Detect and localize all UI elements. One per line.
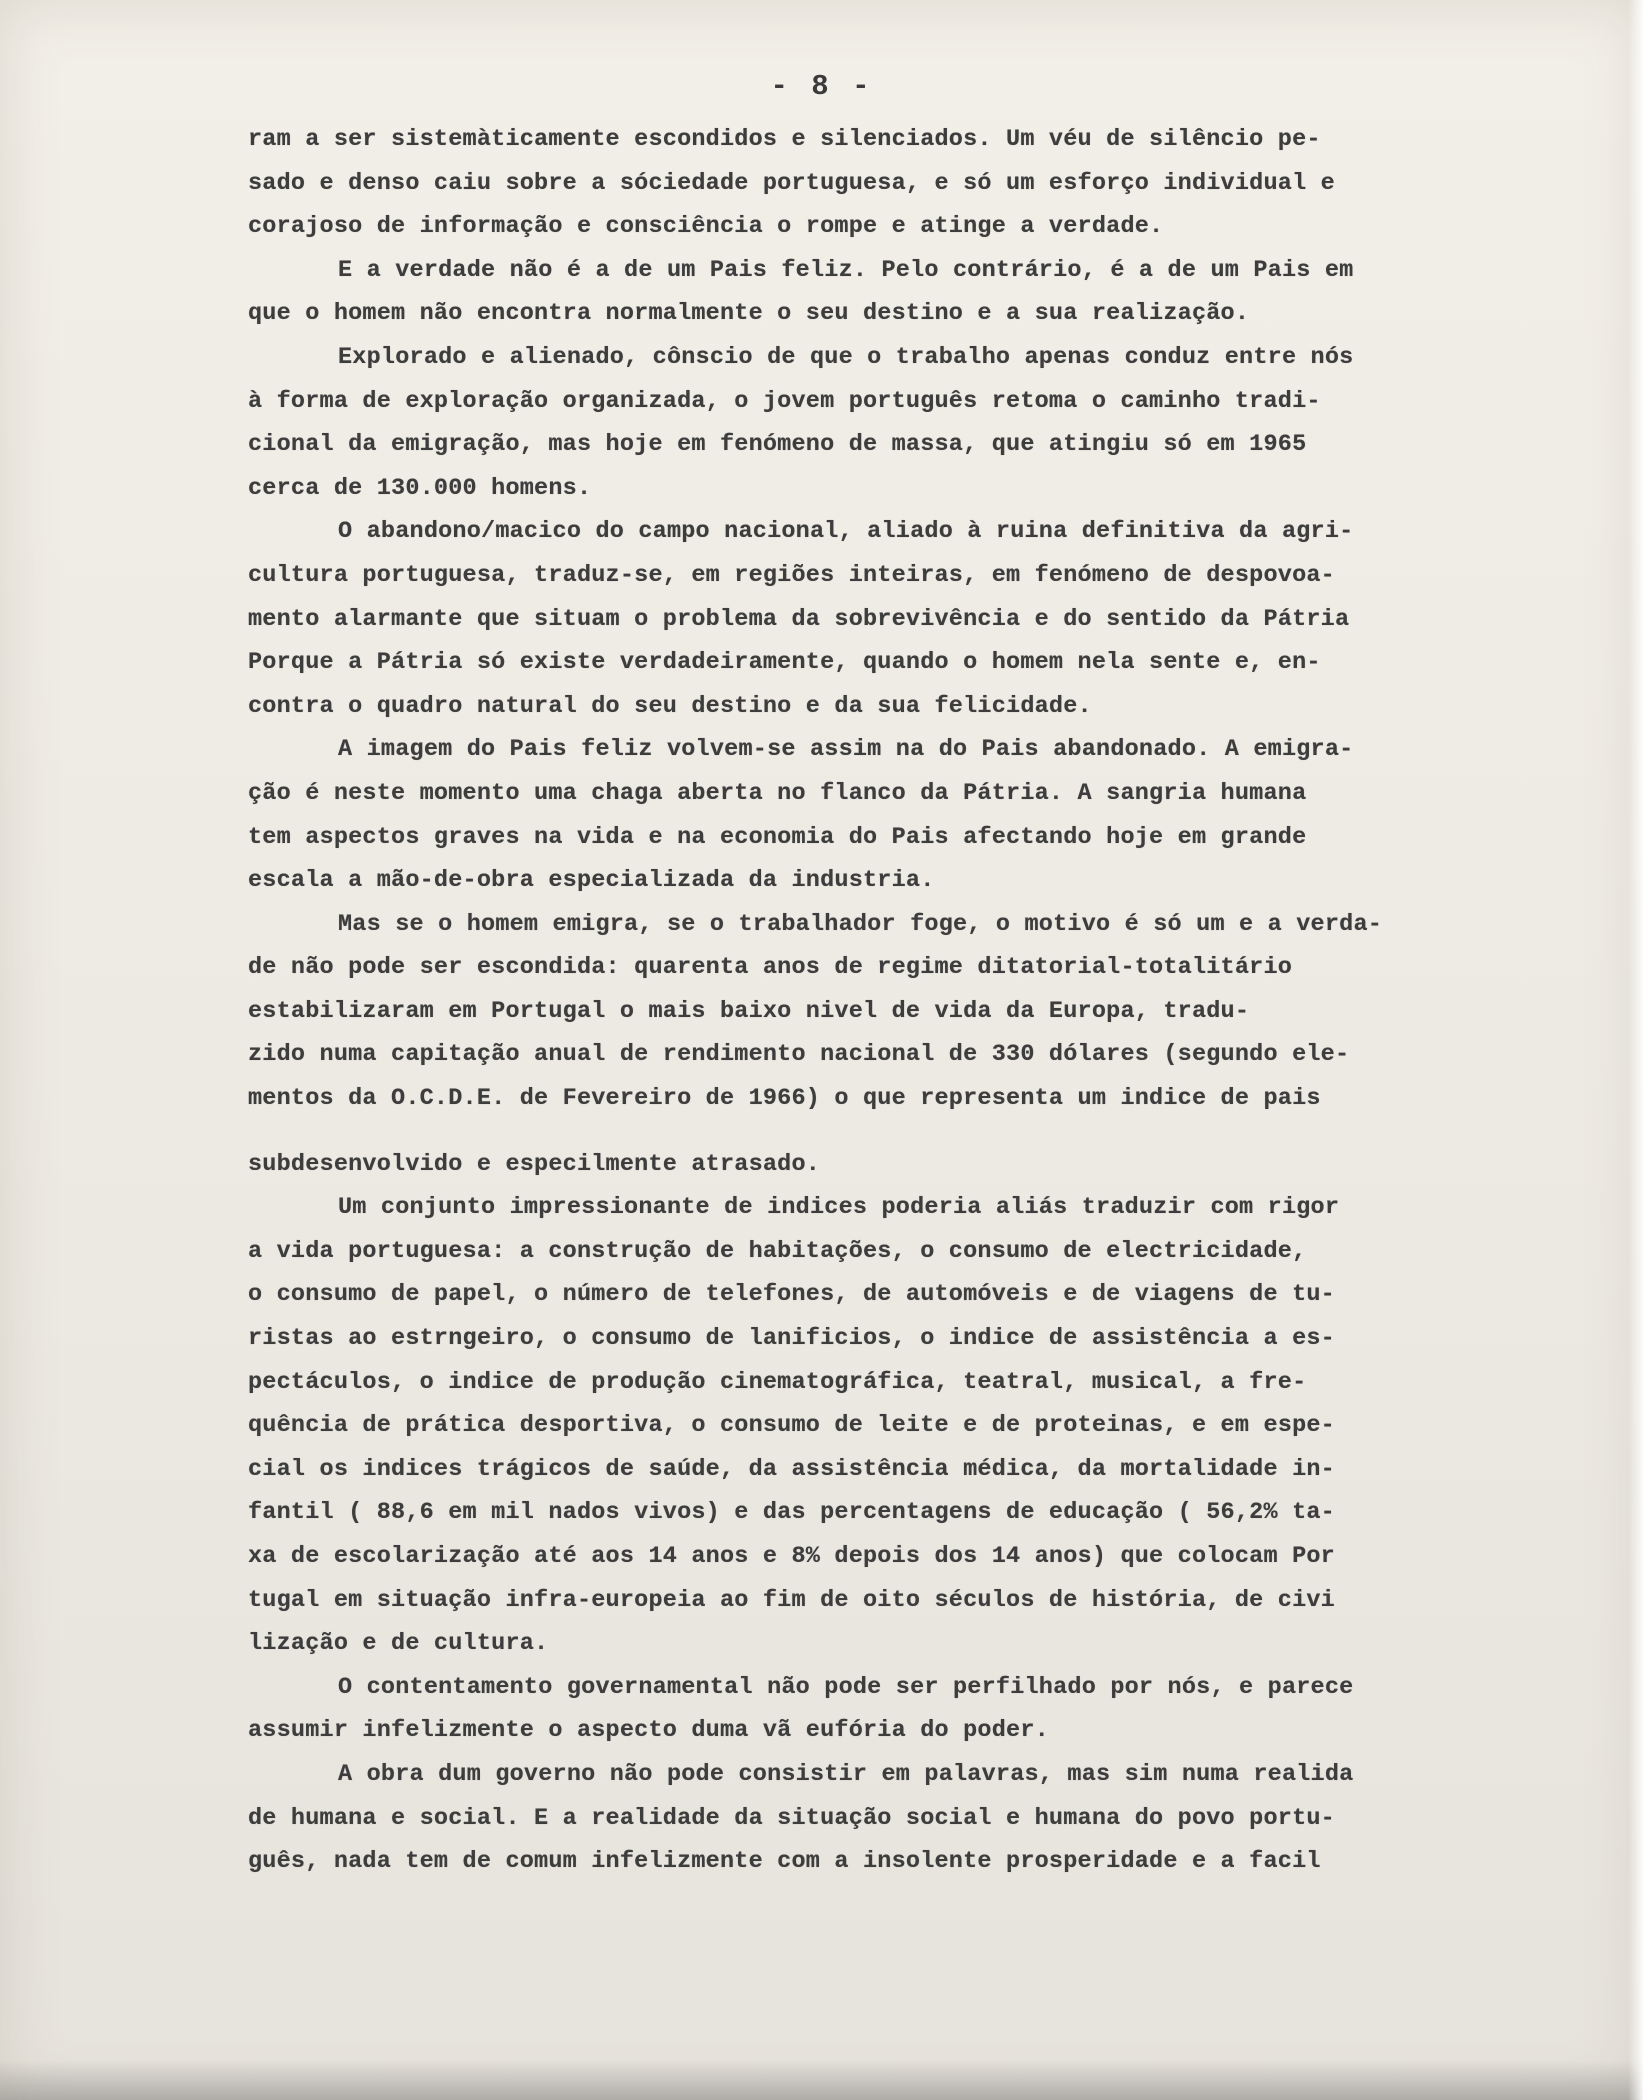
text-line: quência de prática desportiva, o consumo de leite e de proteinas, e em espe- <box>248 1412 1335 1440</box>
body-text <box>248 118 1623 1884</box>
text-line: contra o quadro natural do seu destino e da sua felicidade. <box>248 692 1092 720</box>
text-line: xa de escolarização até aos 14 anos e 8% depois dos 14 anos) que colocam Por <box>248 1543 1335 1570</box>
text-line: escala a mão-de-obra especializada da industria. <box>248 867 935 895</box>
text-line: fantil ( 88,6 em mil nados vivos) e das percentagens de educação ( 56,2% ta- <box>248 1499 1335 1527</box>
text-line: que o homem não encontra normalmente o seu destino e a sua realização. <box>248 300 1250 328</box>
text-line: A imagem do Pais feliz volvem-se assim na do Pais abandonado. A emigra- <box>338 736 1354 764</box>
text-line: de não pode ser escondida: quarenta anos de regime ditatorial-totalitário <box>248 954 1293 982</box>
text-line: cerca de 130.000 homens. <box>248 474 592 502</box>
page-number: - 8 - <box>770 70 873 103</box>
text-line: corajoso de informação e consciência o rompe e atinge a verdade. <box>248 213 1164 241</box>
text-line: cial os indices trágicos de saúde, da assistência médica, da mortalidade in- <box>248 1455 1335 1483</box>
text-line: sado e denso caiu sobre a sóciedade portuguesa, e só um esforço individual e <box>248 169 1335 197</box>
text-line: Porque a Pátria só existe verdadeiramente, quando o homem nela sente e, en- <box>248 649 1321 677</box>
text-line: Mas se o homem emigra, se o trabalhador foge, o motivo é só um e a verda- <box>338 910 1383 938</box>
text-line: ção é neste momento uma chaga aberta no flanco da Pátria. A sangria humana <box>248 779 1307 807</box>
text-line: ram a ser sistemàticamente escondidos e silenciados. Um véu de silêncio pe- <box>248 126 1321 153</box>
text-line: E a verdade não é a de um Pais feliz. Pelo contrário, é a de um Pais em <box>338 256 1354 284</box>
text-line: mento alarmante que situam o problema da sobrevivência e do sentido da Pátria <box>248 605 1350 633</box>
text-line: O abandono/macico do campo nacional, aliado à ruina definitiva da agri- <box>338 518 1354 546</box>
text-line: o consumo de papel, o número de telefones, de automóveis e de viagens de tu- <box>248 1281 1335 1309</box>
text-line: cional da emigração, mas hoje em fenómeno de massa, que atingiu só em 1965 <box>248 431 1307 459</box>
text-line: mentos da O.C.D.E. de Fevereiro de 1966) o que representa um indice de pais <box>248 1085 1321 1113</box>
text-line: pectáculos, o indice de produção cinematográfica, teatral, musical, a fre- <box>248 1368 1307 1396</box>
text-line: cultura portuguesa, traduz-se, em regiões inteiras, em fenómeno de despovoa- <box>248 561 1335 589</box>
scan-bottom-shadow <box>0 2060 1643 2100</box>
text-line: guês, nada tem de comum infelizmente com a insolente prosperidade e a facil <box>248 1848 1321 1876</box>
text-line: O contentamento governamental não pode ser perfilhado por nós, e parece <box>338 1673 1354 1701</box>
text-line: subdesenvolvido e especilmente atrasado. <box>248 1150 821 1178</box>
text-line: lização e de cultura. <box>248 1630 549 1658</box>
text-line: Explorado e alienado, cônscio de que o trabalho apenas conduz entre nós <box>338 343 1354 371</box>
text-line: Um conjunto impressionante de indices poderia aliás traduzir com rigor <box>338 1194 1340 1222</box>
text-line: A obra dum governo não pode consistir em palavras, mas sim numa realida <box>338 1760 1354 1788</box>
text-line: ristas ao estrngeiro, o consumo de lanificios, o indice de assistência a es- <box>248 1325 1335 1353</box>
text-line: assumir infelizmente o aspecto duma vã eufória do poder. <box>248 1717 1049 1745</box>
text-line: estabilizaram em Portugal o mais baixo nivel de vida da Europa, tradu- <box>248 997 1250 1025</box>
text-line: de humana e social. E a realidade da situação social e humana do povo portu- <box>248 1804 1335 1832</box>
text-line: tugal em situação infra-europeia ao fim de oito séculos de história, de civi <box>248 1586 1335 1614</box>
scan-right-edge <box>1628 0 1643 2100</box>
text-line: tem aspectos graves na vida e na economia do Pais afectando hoje em grande <box>248 823 1307 851</box>
text-line: a vida portuguesa: a construção de habitações, o consumo de electricidade, <box>248 1237 1307 1265</box>
text-line: zido numa capitação anual de rendimento nacional de 330 dólares (segundo ele- <box>248 1041 1350 1069</box>
text-line: à forma de exploração organizada, o jovem português retoma o caminho tradi- <box>248 387 1321 415</box>
